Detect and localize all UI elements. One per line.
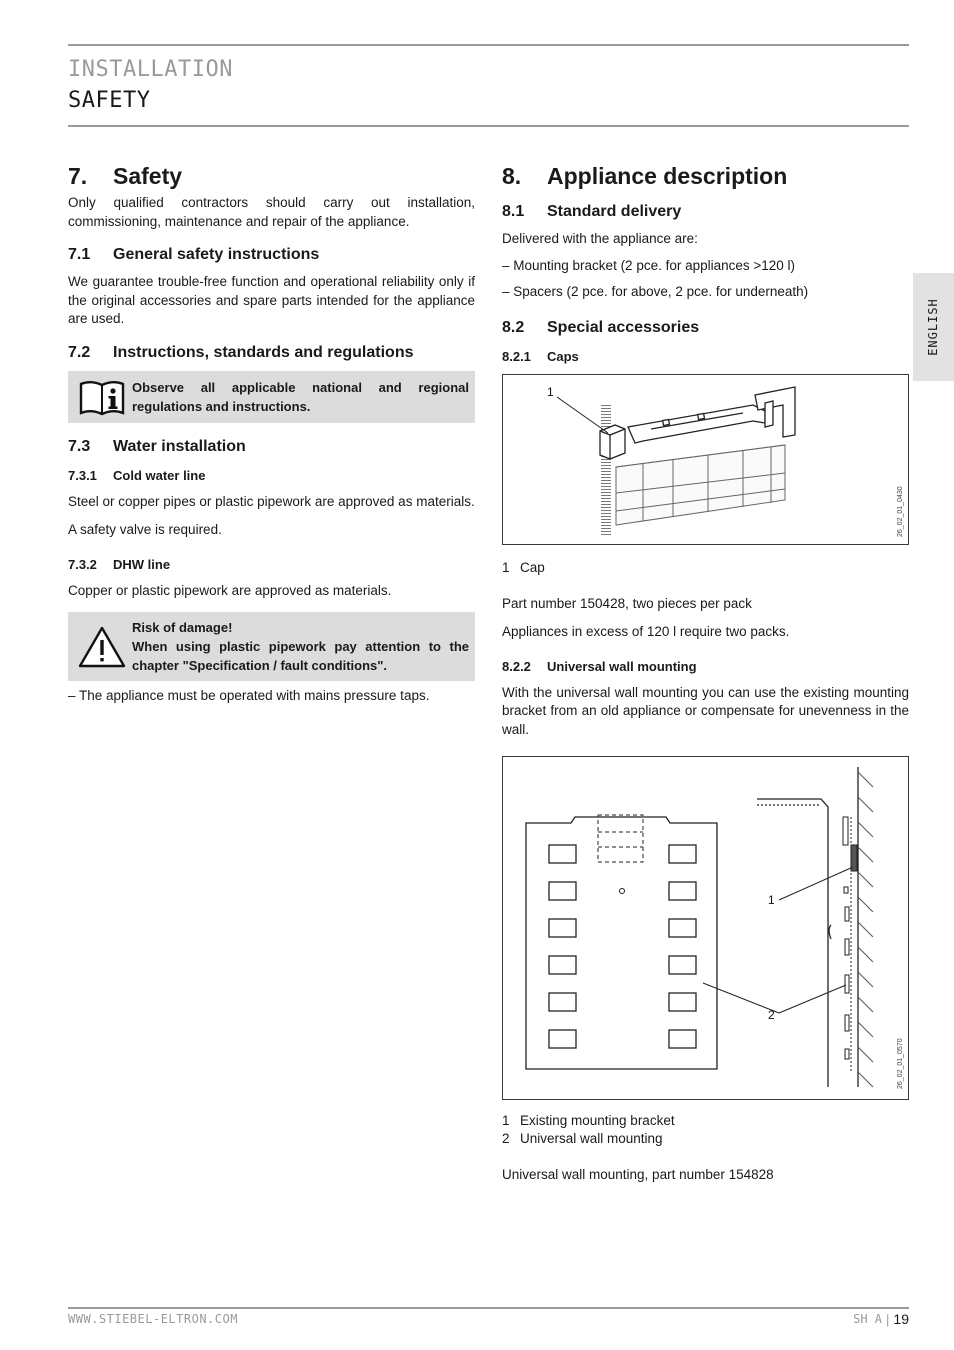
footer-rule bbox=[68, 1307, 909, 1309]
footer-url: WWW.STIEBEL-ELTRON.COM bbox=[68, 1312, 238, 1326]
legend-row: 2 Universal wall mounting bbox=[502, 1131, 663, 1146]
wall-figure-code: 26_02_01_0570 bbox=[897, 1038, 904, 1089]
caps-illustration bbox=[503, 375, 908, 544]
header-section: INSTALLATION bbox=[68, 57, 233, 82]
page-number: 19 bbox=[893, 1311, 909, 1327]
section-7-3-1-text-1: Steel or copper pipes or plastic pipework are approved as materials. bbox=[68, 493, 475, 509]
header-top-rule bbox=[68, 44, 909, 46]
warning-triangle-icon bbox=[72, 625, 132, 669]
section-7-3-2-heading: 7.3.2 DHW line bbox=[68, 556, 171, 572]
caps-part-number: Part number 150428, two pieces per pack bbox=[502, 595, 752, 611]
right-column bbox=[502, 160, 909, 1185]
legend-row: 1 Existing mounting bracket bbox=[502, 1113, 675, 1128]
caps-packs-note: Appliances in excess of 120 l require two packs. bbox=[502, 624, 790, 639]
section-7-2-heading: 7.2 Instructions, standards and regulations bbox=[68, 343, 414, 361]
wall-mounting-illustration bbox=[503, 757, 908, 1099]
info-notice-text: Observe all applicable national and regional regulations and instructions. bbox=[132, 379, 469, 414]
wall-callout-1: 1 bbox=[768, 893, 775, 907]
wall-legend bbox=[502, 1112, 909, 1148]
wall-part-number: Universal wall mounting, part number 154828 bbox=[502, 1167, 774, 1182]
section-7-heading: 7. Safety bbox=[68, 163, 183, 189]
delivery-list bbox=[502, 257, 909, 302]
warning-notice-text bbox=[132, 618, 469, 675]
section-8-1-heading: 8.1 Standard delivery bbox=[502, 203, 682, 220]
section-7-3-2-text: Copper or plastic pipework are approved as materials. bbox=[68, 582, 392, 598]
list-item: – Mounting bracket (2 pce. for appliances >120 l) bbox=[502, 257, 796, 273]
language-tab bbox=[913, 273, 954, 381]
section-8-heading: 8. Appliance description bbox=[502, 163, 788, 189]
left-column bbox=[68, 160, 475, 706]
section-7-3-heading: 7.3 Water installation bbox=[68, 437, 246, 455]
caps-figure-code: 26_02_01_0430 bbox=[897, 485, 904, 537]
section-7-intro: Only qualified contractors should carry out installation, commissioning, maintenance and repair of the appliance. bbox=[68, 195, 475, 229]
info-notice bbox=[68, 371, 475, 423]
section-8-2-2-heading: 8.2.2 Universal wall mounting bbox=[502, 658, 697, 674]
warning-title: Risk of damage! bbox=[132, 620, 233, 635]
caps-legend: 1 Cap bbox=[502, 559, 545, 575]
footer-model: SH A bbox=[853, 1312, 883, 1326]
section-7-3-1-heading: 7.3.1 Cold water line bbox=[68, 467, 206, 483]
header-title: SAFETY bbox=[68, 88, 151, 113]
language-tab-label: ENGLISH bbox=[926, 298, 940, 356]
section-8-2-1-heading: 8.2.1 Caps bbox=[502, 348, 579, 364]
section-7-1-text: We guarantee trouble-free function and operational reliability only if the original accessories and spare parts intended for the appliance are used. bbox=[68, 274, 475, 326]
section-8-2-heading: 8.2 Special accessories bbox=[502, 318, 700, 336]
section-7-3-2-bullet: – The appliance must be operated with mains pressure taps. bbox=[68, 688, 430, 703]
section-7-1-heading: 7.1 General safety instructions bbox=[68, 246, 320, 263]
section-8-1-intro: Delivered with the appliance are: bbox=[502, 231, 698, 246]
header-bottom-rule bbox=[68, 125, 909, 127]
list-item: – Spacers (2 pce. for above, 2 pce. for underneath) bbox=[502, 284, 809, 299]
warning-body: When using plastic pipework pay attention to the chapter "Specification / fault conditions". bbox=[132, 639, 469, 673]
section-8-2-2-text: With the universal wall mounting you can use the existing mounting bracket from an old appliance or compensate for unevenness in the wall. bbox=[502, 684, 909, 737]
manual-info-icon bbox=[72, 377, 132, 417]
section-7-3-1-text-2: A safety valve is required. bbox=[68, 522, 222, 537]
caps-callout-1: 1 bbox=[547, 384, 554, 399]
wall-mounting-figure bbox=[502, 756, 909, 1100]
wall-callout-2: 2 bbox=[768, 1008, 775, 1022]
caps-figure bbox=[502, 374, 909, 545]
warning-notice bbox=[68, 612, 475, 681]
footer-page-info bbox=[853, 1311, 909, 1327]
footer-separator: | bbox=[886, 1311, 890, 1327]
